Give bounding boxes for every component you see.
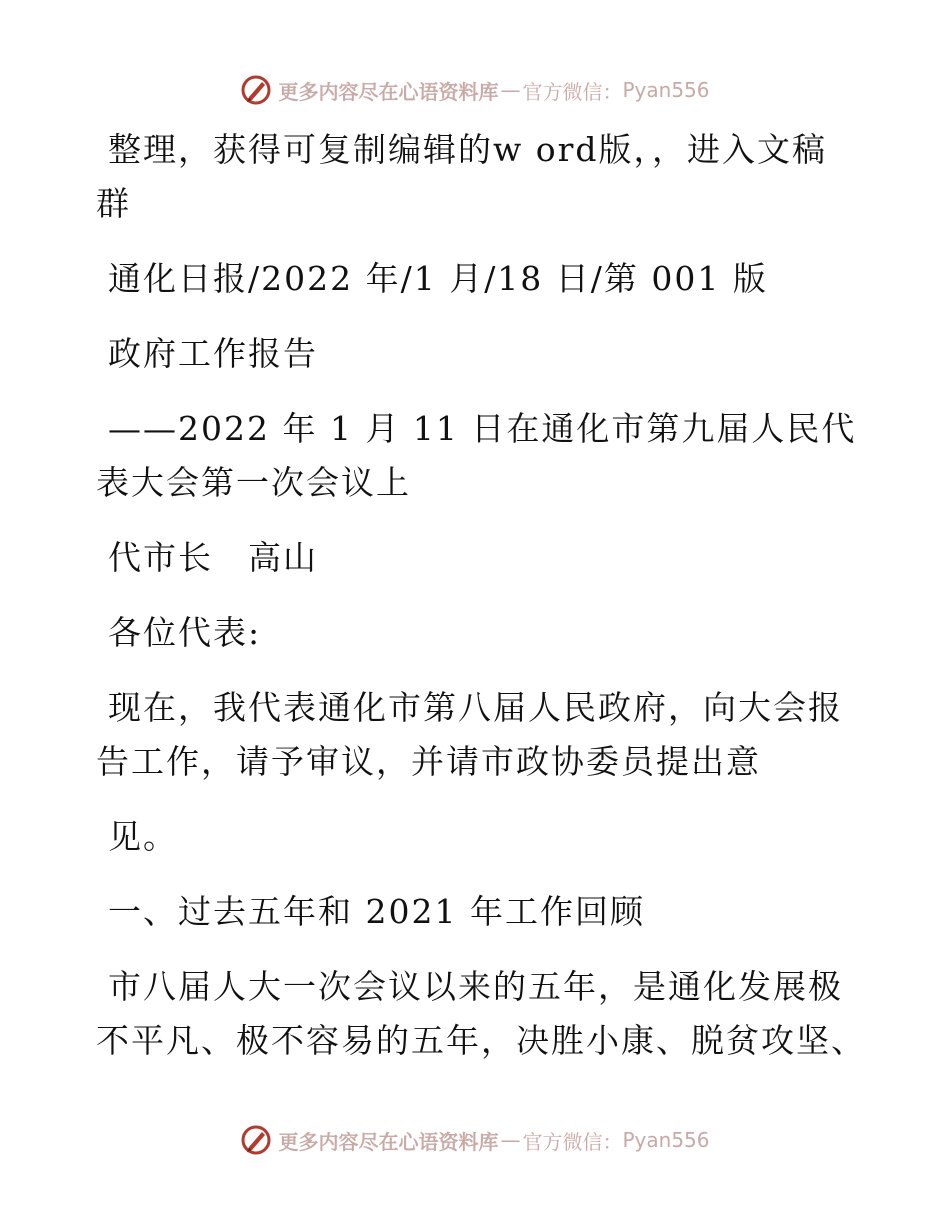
text-line: 群: [96, 184, 131, 223]
text-line: 见。: [108, 817, 178, 856]
footer-watermark-banner: [0, 1120, 950, 1160]
paragraph: [96, 885, 836, 939]
wechat-id: Pyan556: [622, 78, 710, 102]
paragraph: [96, 123, 836, 231]
text-line: 表大会第一次会议上: [96, 463, 411, 502]
watermark-separator: —: [500, 1128, 521, 1152]
wechat-label: 官方微信：: [522, 79, 623, 104]
paragraph: [96, 681, 843, 789]
text-line: 代市长 高山: [108, 538, 318, 577]
paragraph: [96, 606, 836, 660]
pen-circle-logo-icon: [240, 1124, 272, 1156]
document-body: [96, 123, 866, 1068]
paragraph: [96, 810, 836, 864]
text-line: ——2022 年 1 月 11 日在通化市第九届人民代: [108, 409, 857, 448]
text-line: 市八届人大一次会议以来的五年，是通化发展极: [108, 967, 843, 1006]
text-line: 告工作，请予审议，并请市政协委员提出意: [96, 742, 761, 781]
text-line: 整理，获得可复制编辑的w ord版，，进入文稿: [108, 130, 828, 169]
text-line: 现在，我代表通化市第八届人民政府，向大会报: [108, 688, 843, 727]
text-line: 不平凡、极不容易的五年，决胜小康、脱贫攻坚、: [96, 1021, 866, 1060]
paragraph: [96, 402, 857, 510]
text-line: 政府工作报告: [108, 334, 318, 373]
watermark-text: 更多内容尽在心语资料库: [278, 1129, 499, 1154]
paragraph: [96, 327, 836, 381]
watermark-separator: —: [500, 78, 521, 102]
text-line: 各位代表:: [108, 613, 262, 652]
paragraph: [96, 531, 836, 585]
wechat-label: 官方微信：: [522, 1129, 623, 1154]
pen-circle-logo-icon: [240, 74, 272, 106]
paragraph: [96, 960, 866, 1068]
wechat-id: Pyan556: [622, 1128, 710, 1152]
header-watermark-banner: [0, 70, 950, 110]
watermark-text: 更多内容尽在心语资料库: [278, 79, 499, 104]
text-line: 通化日报/2022 年/1 月/18 日/第 001 版: [108, 259, 768, 298]
text-line: 一、过去五年和 2021 年工作回顾: [108, 892, 645, 931]
paragraph: [96, 252, 836, 306]
